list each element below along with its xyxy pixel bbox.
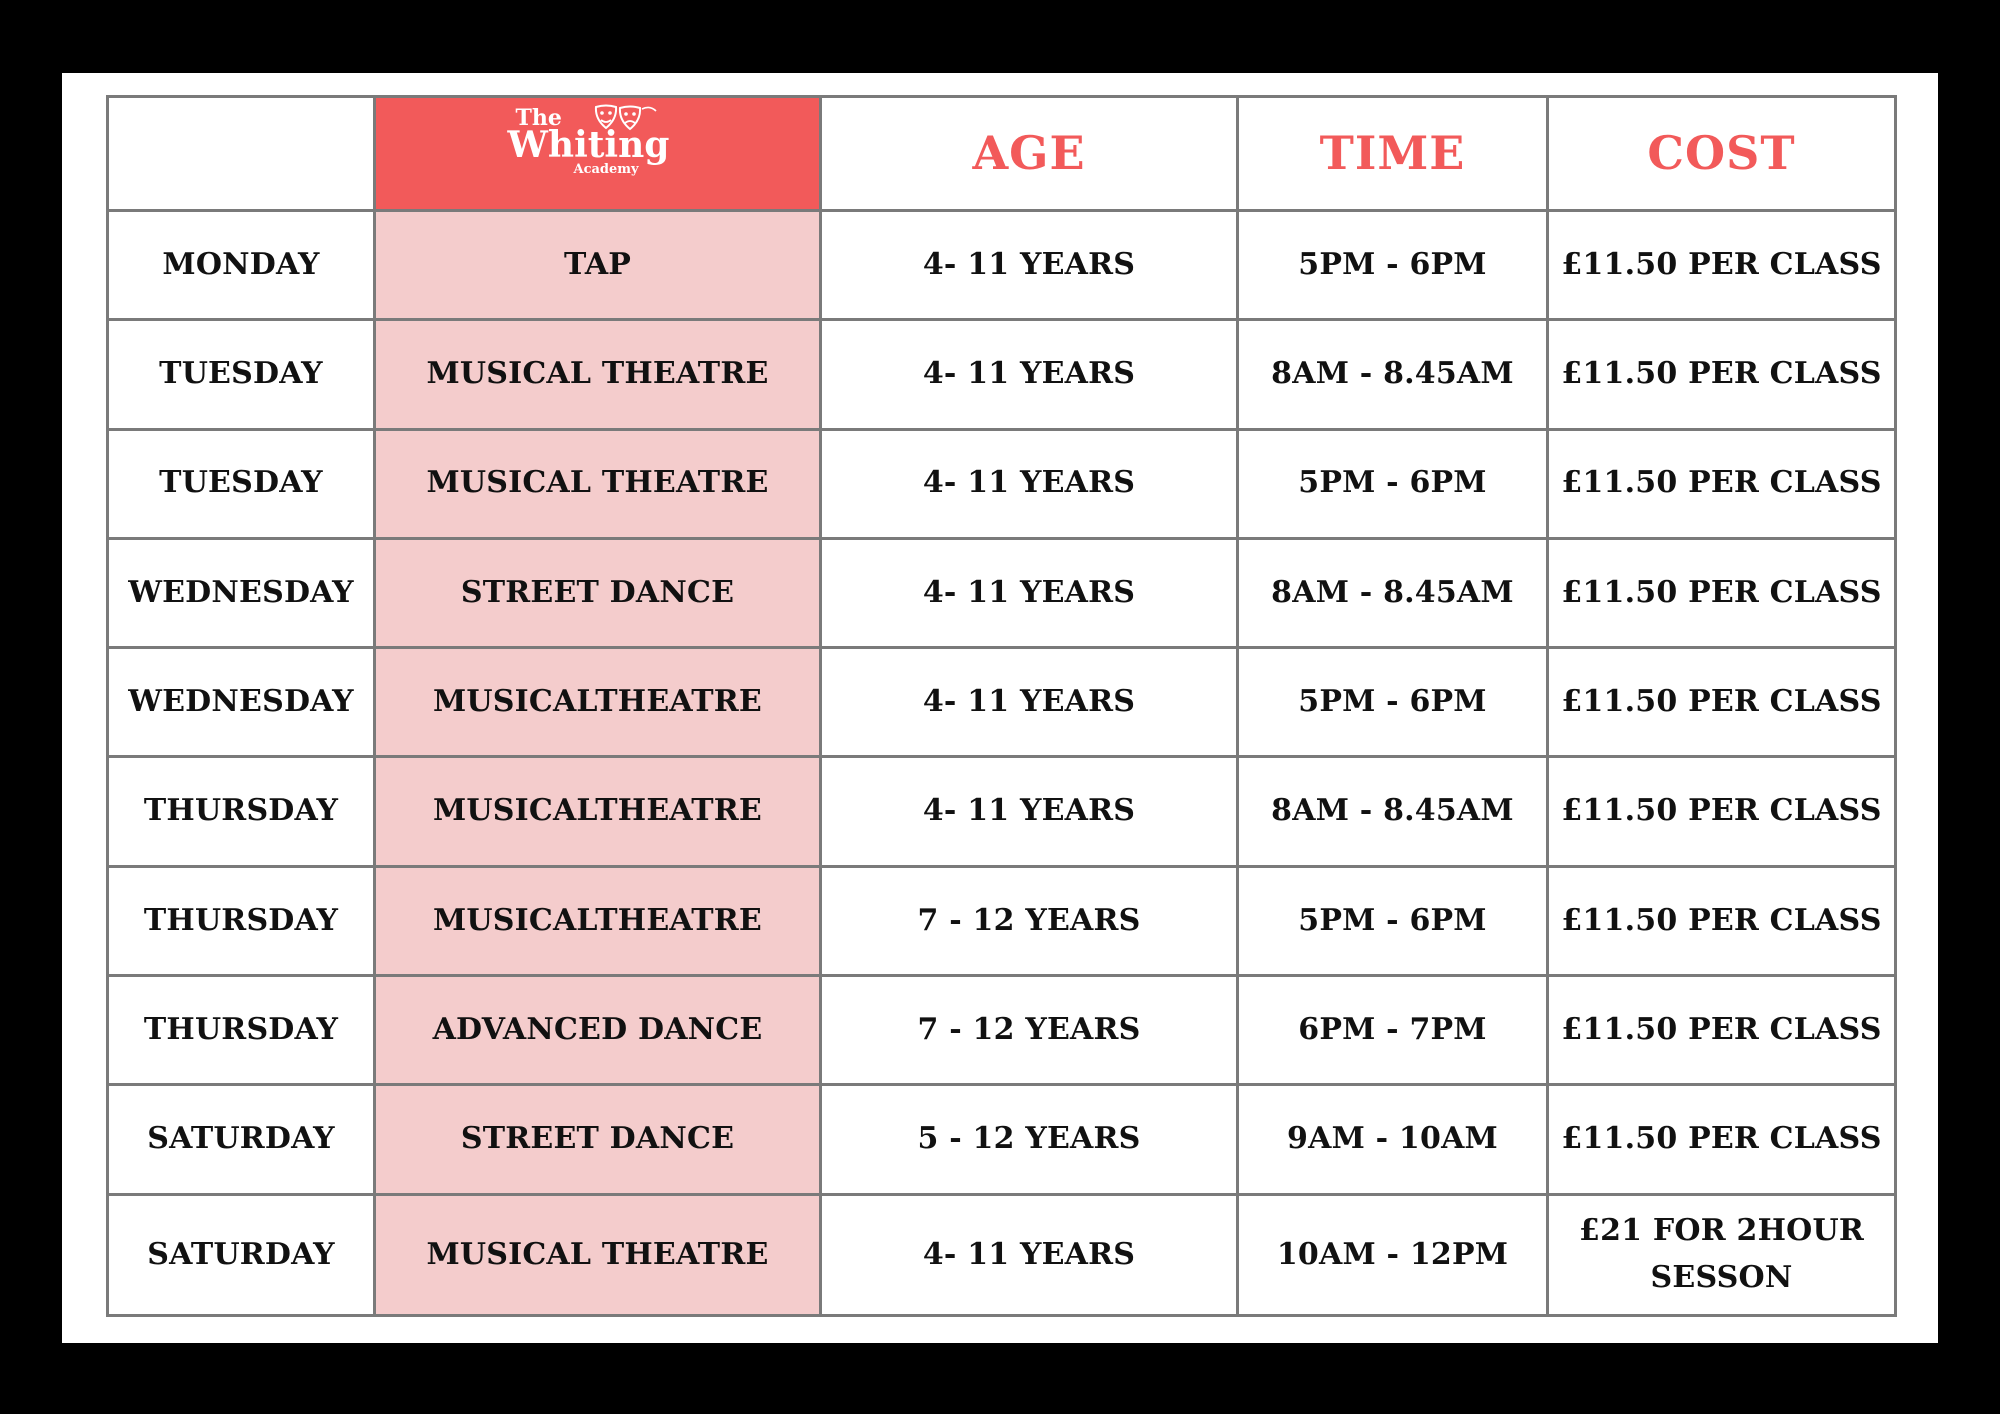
time-cell: 5PM - 6PM [1238,429,1548,538]
cost-cell: £21 FOR 2HOUR SESSON [1548,1194,1896,1315]
header-time: TIME [1238,97,1548,211]
time-cell: 8AM - 8.45AM [1238,757,1548,866]
age-cell: 7 - 12 YEARS [821,866,1238,975]
class-cell: MUSICAL THEATRE [375,429,821,538]
cost-cell: £11.50 PER CLASS [1548,648,1896,757]
age-cell: 5 - 12 YEARS [821,1085,1238,1194]
class-cell: MUSICAL THEATRE [375,320,821,429]
age-cell: 4- 11 YEARS [821,648,1238,757]
time-cell: 10AM - 12PM [1238,1194,1548,1315]
time-cell: 5PM - 6PM [1238,648,1548,757]
age-cell: 4- 11 YEARS [821,429,1238,538]
cost-cell: £11.50 PER CLASS [1548,975,1896,1084]
day-cell: TUESDAY [108,429,375,538]
table-row [108,866,1896,975]
age-cell: 4- 11 YEARS [821,211,1238,320]
class-cell: ADVANCED DANCE [375,975,821,1084]
class-cell: STREET DANCE [375,538,821,647]
cost-cell: £11.50 PER CLASS [1548,538,1896,647]
cost-cell: £11.50 PER CLASS [1548,1085,1896,1194]
time-cell: 8AM - 8.45AM [1238,538,1548,647]
table-row [108,648,1896,757]
age-cell: 4- 11 YEARS [821,320,1238,429]
day-cell: THURSDAY [108,975,375,1084]
table-header-row [108,97,1896,211]
time-cell: 5PM - 6PM [1238,211,1548,320]
table-row [108,1194,1896,1315]
class-cell: MUSICALTHEATRE [375,648,821,757]
age-cell: 4- 11 YEARS [821,1194,1238,1315]
header-blank-cell [108,97,375,211]
table-row [108,1085,1896,1194]
header-age: AGE [821,97,1238,211]
class-schedule-table [106,95,1897,1317]
logo-whiting: Whiting [507,124,670,167]
table-row [108,538,1896,647]
timetable-sheet [62,73,1938,1343]
cost-cell: £11.50 PER CLASS [1548,320,1896,429]
academy-logo-cell [375,97,821,211]
day-cell: THURSDAY [108,757,375,866]
table-row [108,429,1896,538]
class-cell: MUSICALTHEATRE [375,757,821,866]
day-cell: WEDNESDAY [108,538,375,647]
day-cell: SATURDAY [108,1085,375,1194]
age-cell: 4- 11 YEARS [821,538,1238,647]
time-cell: 8AM - 8.45AM [1238,320,1548,429]
day-cell: THURSDAY [108,866,375,975]
table-row [108,320,1896,429]
class-cell: MUSICAL THEATRE [375,1194,821,1315]
age-cell: 7 - 12 YEARS [821,975,1238,1084]
day-cell: SATURDAY [108,1194,375,1315]
table-row [108,975,1896,1084]
cost-cell: £11.50 PER CLASS [1548,211,1896,320]
table-row [108,211,1896,320]
cost-cell: £11.50 PER CLASS [1548,866,1896,975]
day-cell: TUESDAY [108,320,375,429]
time-cell: 9AM - 10AM [1238,1085,1548,1194]
header-cost: COST [1548,97,1896,211]
class-cell: MUSICALTHEATRE [375,866,821,975]
class-cell: STREET DANCE [375,1085,821,1194]
age-cell: 4- 11 YEARS [821,757,1238,866]
logo-academy: Academy [573,162,639,178]
time-cell: 6PM - 7PM [1238,975,1548,1084]
class-cell: TAP [375,211,821,320]
cost-cell: £11.50 PER CLASS [1548,429,1896,538]
day-cell: MONDAY [108,211,375,320]
academy-logo [498,103,698,183]
cost-cell: £11.50 PER CLASS [1548,757,1896,866]
day-cell: WEDNESDAY [108,648,375,757]
logo-the: The [515,105,562,132]
time-cell: 5PM - 6PM [1238,866,1548,975]
table-row [108,757,1896,866]
